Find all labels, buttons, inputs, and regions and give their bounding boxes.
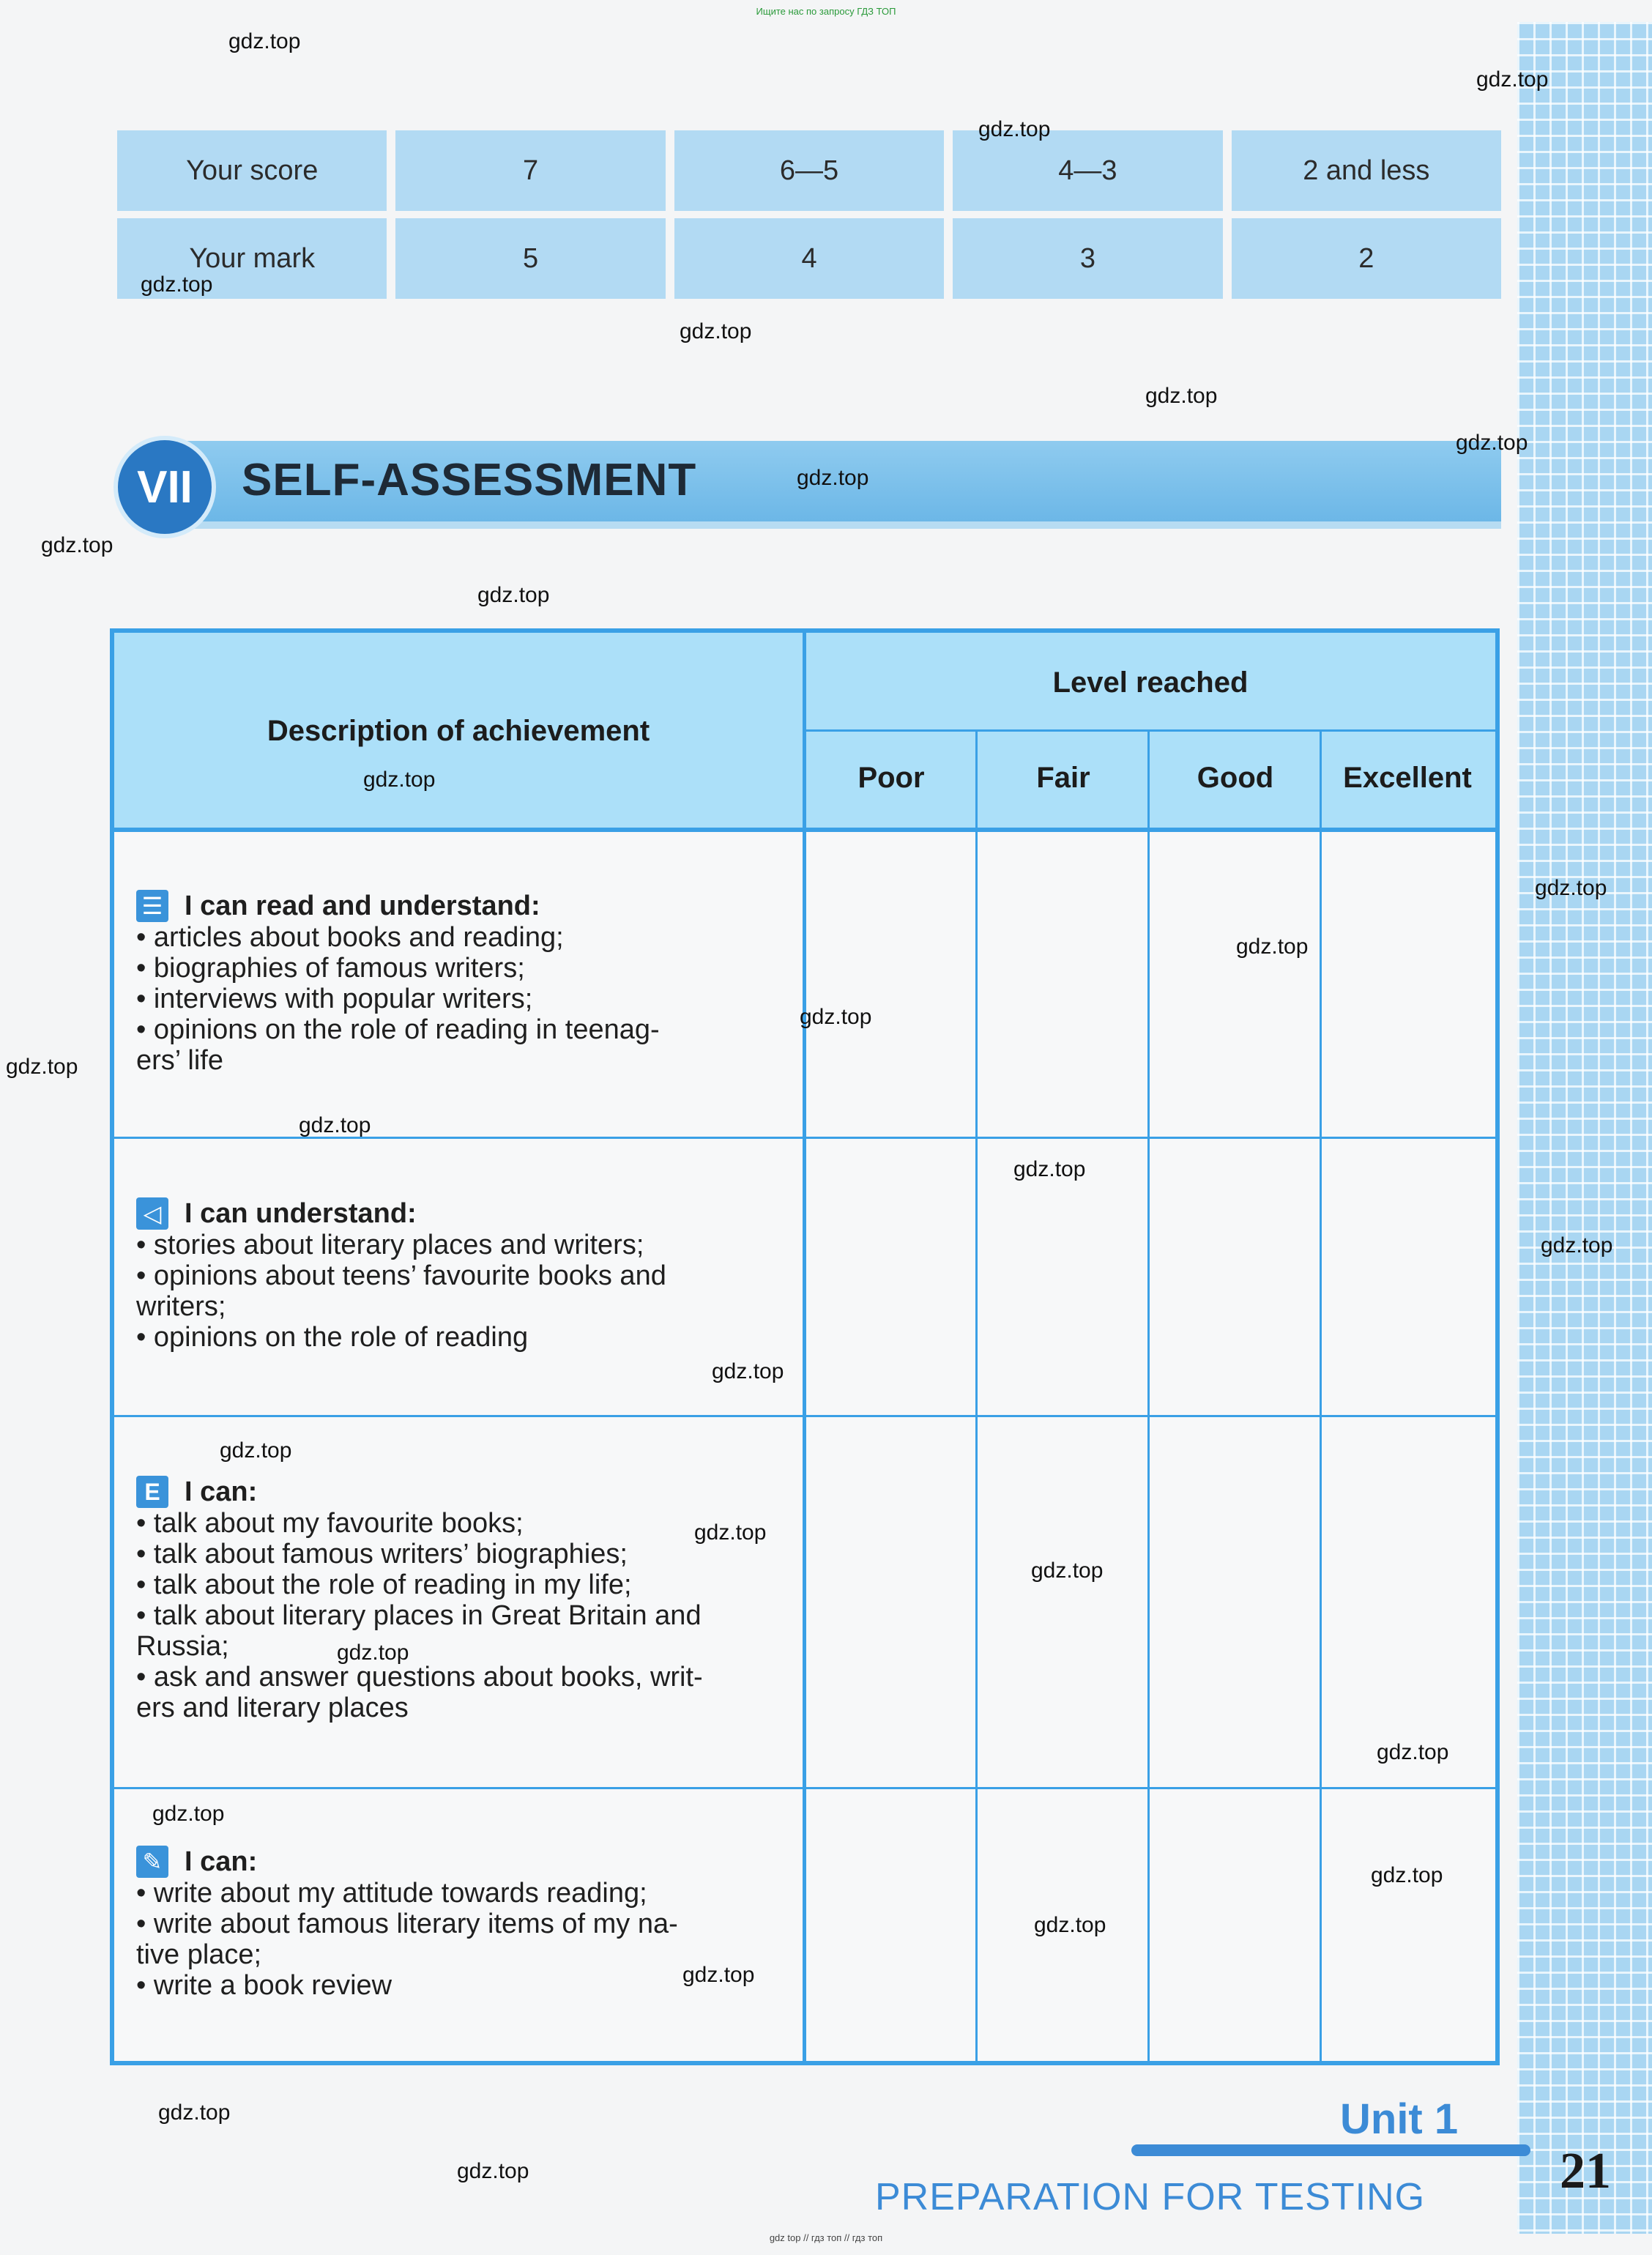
watermark: gdz.top xyxy=(220,1438,292,1463)
list-item: • talk about literary places in Great Britain and xyxy=(136,1600,702,1631)
level-good: Good xyxy=(1197,762,1274,794)
description-header: Description of achievement xyxy=(267,715,650,747)
reading-heading-text: I can read and understand: xyxy=(185,891,540,921)
list-item: Russia; xyxy=(136,1631,229,1662)
list-item: • opinions on the role of reading in teenag- xyxy=(136,1014,660,1045)
bottom-note: gdz top // гдз топ // гдз топ xyxy=(769,2232,883,2243)
list-item: writers; xyxy=(136,1291,226,1322)
watermark: gdz.top xyxy=(1456,431,1528,455)
level-column-divider xyxy=(1147,729,1150,2061)
row-divider xyxy=(114,1787,1495,1789)
list-item: • talk about famous writers’ biographies; xyxy=(136,1539,628,1569)
speaking-heading-text: I can: xyxy=(185,1476,258,1507)
score-row xyxy=(117,130,1501,211)
watermark: gdz.top xyxy=(680,319,752,343)
watermark: gdz.top xyxy=(694,1520,767,1545)
level-reached-header: Level reached xyxy=(1052,666,1249,699)
list-item: • talk about the role of reading in my life; xyxy=(136,1569,632,1600)
watermark: gdz.top xyxy=(682,1963,755,1987)
list-item: ers and literary places xyxy=(136,1693,409,1723)
top-note: Ищите нас по запросу ГДЗ ТОП xyxy=(756,6,896,17)
book-icon: ☰ xyxy=(136,890,168,922)
watermark: gdz.top xyxy=(299,1113,371,1137)
watermark: gdz.top xyxy=(152,1802,225,1826)
score-cell: 4—3 xyxy=(953,130,1222,211)
mark-cell: 5 xyxy=(395,218,665,299)
writing-heading xyxy=(136,1846,781,1878)
page-number: 21 xyxy=(1560,2143,1611,2199)
mark-cell: 3 xyxy=(953,218,1222,299)
level-excellent: Excellent xyxy=(1343,762,1472,794)
watermark: gdz.top xyxy=(6,1055,78,1079)
speaking-block xyxy=(136,1476,781,1723)
listening-heading-text: I can understand: xyxy=(185,1198,417,1229)
watermark: gdz.top xyxy=(1236,935,1309,959)
level-column-divider xyxy=(1320,729,1322,2061)
speech-icon: E xyxy=(136,1476,168,1508)
description-column-divider xyxy=(803,633,806,2061)
watermark: gdz.top xyxy=(457,2159,529,2183)
score-cell: 6—5 xyxy=(674,130,944,211)
watermark: gdz.top xyxy=(797,466,869,490)
level-poor: Poor xyxy=(857,762,925,794)
watermark: gdz.top xyxy=(1541,1233,1613,1257)
listening-heading xyxy=(136,1197,781,1230)
list-item: • write about famous literary items of my na- xyxy=(136,1909,678,1939)
watermark: gdz.top xyxy=(1377,1740,1449,1764)
header-bottom-rule xyxy=(114,828,1495,832)
mark-row xyxy=(117,218,1501,299)
list-item: • biographies of famous writers; xyxy=(136,953,525,984)
watermark: gdz.top xyxy=(1013,1157,1086,1181)
list-item: • opinions on the role of reading xyxy=(136,1322,529,1353)
mark-row-label: Your mark xyxy=(117,218,387,299)
speaker-icon: ◁ xyxy=(136,1197,168,1230)
watermark: gdz.top xyxy=(1476,67,1549,92)
watermark: gdz.top xyxy=(41,533,114,557)
level-column-divider xyxy=(975,729,978,2061)
list-item: • talk about my favourite books; xyxy=(136,1508,524,1539)
pen-icon: ✎ xyxy=(136,1846,168,1878)
mark-cell: 4 xyxy=(674,218,944,299)
watermark: gdz.top xyxy=(1034,1913,1106,1937)
section-title: SELF-ASSESSMENT xyxy=(242,455,697,505)
section-header-underline xyxy=(176,521,1501,529)
watermark: gdz.top xyxy=(477,583,550,607)
unit-label: Unit 1 xyxy=(1340,2095,1459,2143)
listening-block xyxy=(136,1197,781,1353)
margin-grid-stripe xyxy=(1517,22,1652,2234)
reading-block xyxy=(136,890,781,1076)
watermark: gdz.top xyxy=(363,768,436,792)
footer-rule xyxy=(1131,2144,1530,2156)
list-item: • ask and answer questions about books, writ- xyxy=(136,1662,703,1693)
reading-heading xyxy=(136,890,781,922)
list-item: • write about my attitude towards reading; xyxy=(136,1878,647,1909)
writing-heading-text: I can: xyxy=(185,1846,258,1877)
score-row-label: Your score xyxy=(117,130,387,211)
mark-cell: 2 xyxy=(1232,218,1501,299)
list-item: • write a book review xyxy=(136,1970,392,2001)
watermark: gdz.top xyxy=(228,29,301,53)
watermark: gdz.top xyxy=(712,1359,784,1383)
list-item: • opinions about teens’ favourite books and xyxy=(136,1260,666,1291)
score-cell: 7 xyxy=(395,130,665,211)
watermark: gdz.top xyxy=(978,117,1051,141)
level-fair: Fair xyxy=(1036,762,1090,794)
watermark: gdz.top xyxy=(337,1641,409,1665)
preparation-title: PREPARATION FOR TESTING xyxy=(875,2176,1426,2218)
watermark: gdz.top xyxy=(1371,1863,1443,1887)
watermark: gdz.top xyxy=(1031,1559,1104,1583)
score-cell: 2 and less xyxy=(1232,130,1501,211)
list-item: • stories about literary places and writers; xyxy=(136,1230,644,1260)
watermark: gdz.top xyxy=(1535,876,1607,900)
watermark: gdz.top xyxy=(800,1005,872,1029)
watermark: gdz.top xyxy=(158,2100,231,2125)
list-item: ers’ life xyxy=(136,1045,223,1076)
watermark: gdz.top xyxy=(141,272,213,297)
list-item: • articles about books and reading; xyxy=(136,922,564,953)
section-number-badge: VII xyxy=(114,436,216,538)
row-divider xyxy=(114,1415,1495,1417)
list-item: tive place; xyxy=(136,1939,262,1970)
watermark: gdz.top xyxy=(1145,384,1218,408)
list-item: • interviews with popular writers; xyxy=(136,984,533,1014)
speaking-heading xyxy=(136,1476,781,1508)
